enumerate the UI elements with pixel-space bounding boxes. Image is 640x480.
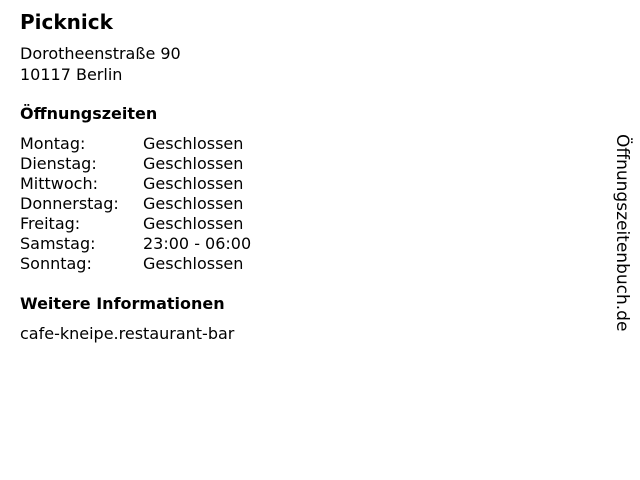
hours-row-thursday	[20, 194, 251, 214]
opening-hours-table	[20, 134, 251, 274]
hours-row-sunday	[20, 254, 251, 274]
day-label: Mittwoch:	[20, 174, 98, 193]
hours-row-friday	[20, 214, 251, 234]
opening-hours-heading: Öffnungszeiten	[20, 104, 158, 123]
day-hours: Geschlossen	[143, 194, 244, 213]
hours-row-wednesday	[20, 174, 251, 194]
day-hours: Geschlossen	[143, 214, 244, 233]
address	[20, 43, 181, 85]
day-hours: Geschlossen	[143, 154, 244, 173]
hours-row-saturday	[20, 234, 251, 254]
address-city: 10117 Berlin	[20, 65, 123, 84]
day-label: Samstag:	[20, 234, 96, 253]
place-name: Picknick	[20, 10, 113, 34]
hours-row-monday	[20, 134, 251, 154]
day-label: Dienstag:	[20, 154, 97, 173]
hours-row-tuesday	[20, 154, 251, 174]
day-label: Freitag:	[20, 214, 81, 233]
day-label: Montag:	[20, 134, 86, 153]
day-hours: 23:00 - 06:00	[143, 234, 252, 253]
day-label: Sonntag:	[20, 254, 92, 273]
address-street: Dorotheenstraße 90	[20, 44, 181, 63]
category-text: cafe-kneipe.restaurant-bar	[20, 324, 235, 343]
day-hours: Geschlossen	[143, 134, 244, 153]
day-label: Donnerstag:	[20, 194, 119, 213]
brand-watermark: Öffnungszeitenbuch.de	[612, 134, 632, 332]
day-hours: Geschlossen	[143, 254, 244, 273]
more-info-heading: Weitere Informationen	[20, 294, 225, 313]
day-hours: Geschlossen	[143, 174, 244, 193]
